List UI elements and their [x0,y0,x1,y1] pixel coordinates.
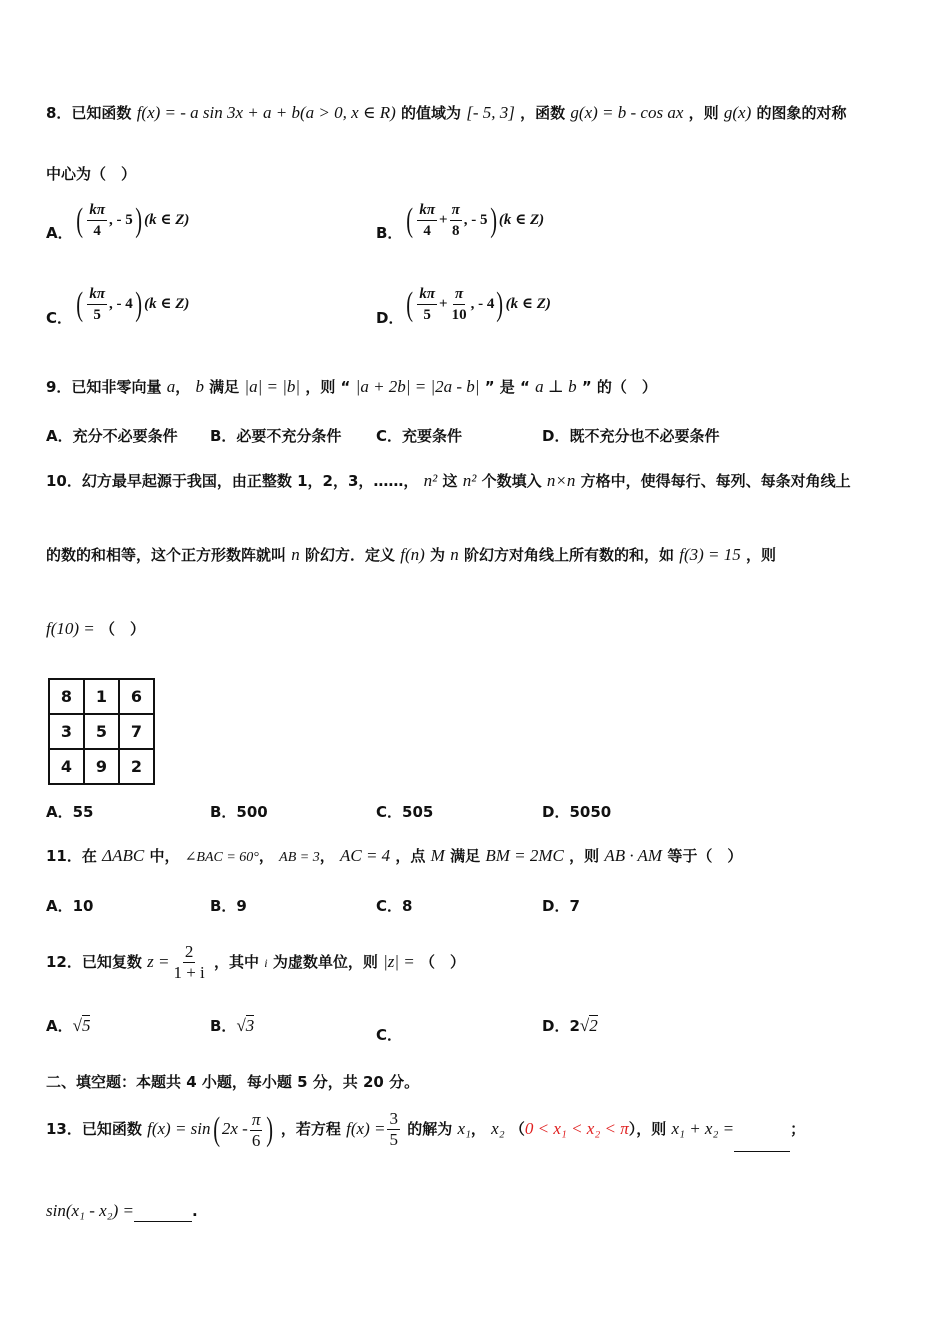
q8-option-b-label[interactable]: B． [376,224,403,242]
magic-cell: 1 [84,679,119,714]
option-label: D．2 [542,1017,580,1035]
magic-cell: 4 [49,749,84,784]
frac-den: 1 + i [173,963,205,982]
question-9-number: 9．已知非零向量 [46,378,162,396]
n-var: n [450,545,459,564]
sqrt-symbol: √ [72,1016,82,1035]
frac-num: π [453,284,465,305]
q8-text: ，则 [688,104,719,122]
question-13-line-2 [46,1200,910,1222]
sqrt-symbol: √ [236,1016,246,1035]
frac-num: 3 [389,1109,398,1128]
q9-option-a[interactable]: A．充分不必要条件 [46,427,178,445]
option-cond: (k ∈ Z) [505,295,551,312]
frac-num: π [251,1109,261,1129]
option-rest: , - 5 [463,211,488,228]
q9-option-b[interactable]: B．必要不充分条件 [210,427,342,445]
question-11-line [46,845,910,869]
f-of-10: f(10) = [46,619,95,638]
q9-text: ” 是 “ [484,378,530,396]
q13-arg: 2x - [221,1119,248,1138]
q9-option-d[interactable]: D．既不充分也不必要条件 [542,427,720,445]
q8-option-a-label[interactable]: A． [46,224,73,242]
q9-text: ” 的（ ） [581,378,657,396]
frac-den: 10 [451,307,467,323]
bm-condition: BM = 2MC [485,846,564,865]
angle: ∠BAC = 60° [184,850,259,865]
q10-text: ，则 [746,546,777,564]
q13-function: f(x) = sin [147,1119,211,1138]
sqrt-radicand: 5 [81,1016,91,1035]
f-of-3: f(3) = 15 [679,545,741,564]
q13-text: ，若方程 [280,1120,341,1138]
section-2-text: 二、填空题：本题共 4 小题，每小题 5 分，共 20 分。 [46,1073,420,1091]
q11-text: 满足 [450,847,481,865]
frac-den: 5 [93,307,101,323]
option-cond: (k ∈ Z) [144,295,190,312]
vector-a: a [166,377,176,396]
imag-unit: i [264,956,268,970]
vector-b: b [195,377,204,396]
sep: ， [319,847,335,865]
q10-text: （ ） [100,620,146,638]
magic-square [48,678,155,785]
question-9-line [46,376,910,398]
q11-text: ，点 [395,847,426,865]
q8-gx: g(x) [723,103,752,122]
question-13-line-1: 13．已知函数 f(x) = sin( 2x - $\frac{\pi}{6}$ ) ，若方程 f(x) = $\frac{3}{5}$ 的解为 x₁， x₂ （0 < x₁ < x₂ < π），则 x₁ + x₂ = ； [46,1106,910,1152]
n-squared: n² [462,471,477,490]
n-squared: n² [423,471,438,490]
question-10-line-2 [46,544,910,566]
z-equals: z = [147,952,170,971]
q9-condition-2: |a + 2b| = |2a - b| [355,377,480,396]
question-8-number: 8．已知函数 [46,104,132,122]
frac-num: kπ [417,200,437,221]
q9-condition-1: |a| = |b| [244,377,301,396]
sep: ， [258,847,274,865]
q10-text: 方格中，使得每行、每列、每条对角线上 [580,472,851,490]
option-cond: (k ∈ Z) [144,211,190,228]
question-12-number: 12．已知复数 [46,953,142,971]
x2: x₂ [491,1119,505,1138]
question-13-number: 13．已知函数 [46,1120,142,1138]
option-rest: , - 5 [109,211,133,228]
q12-option-d[interactable] [542,1015,598,1036]
q10-option-a[interactable]: A．55 [46,803,94,821]
q8-text: 的图象的对称 [756,104,847,122]
plus: + [439,295,448,312]
question-10-line-3 [46,618,910,640]
q10-option-d[interactable]: D．5050 [542,803,612,821]
magic-cell: 2 [119,749,154,784]
q13-text: ； [790,1120,806,1138]
q8-option-c[interactable]: ( $\frac{k\pi}{5}$ , - 4) (k ∈ Z) [76,285,190,323]
question-12-line [46,942,910,983]
triangle: ΔABC [102,846,145,865]
x1: x₁ [457,1119,471,1138]
q13-text: （ [509,1120,525,1138]
q13-sin-expr: sin(x₁ - x₂) = [46,1201,134,1220]
frac-num: kπ [87,284,107,305]
q10-text: 为 [430,546,446,564]
option-rest: , - 4 [109,295,133,312]
dot-product: AB · AM [604,846,663,865]
question-10-number: 10．幻方最早起源于我国，由正整数 1，2，3，……， [46,472,419,490]
question-11-number: 11．在 [46,847,97,865]
q13-text: 的解为 [407,1120,453,1138]
q13-fx: f(x) = [346,1119,386,1138]
q9-text: ，则 “ [305,378,351,396]
magic-cell: 6 [119,679,154,714]
q8-option-d-label[interactable]: D． [376,309,404,327]
q10-text: 的数的和相等，这个正方形数阵就叫 [46,546,287,564]
magic-cell: 8 [49,679,84,714]
q9-option-c[interactable]: C．充要条件 [376,427,463,445]
frac-den: 8 [451,223,460,239]
ac-length: AC = 4 [339,846,391,865]
frac-den: 6 [251,1130,261,1150]
q11-text: 中， [149,847,180,865]
n-var: n [291,545,300,564]
sqrt-radicand: 3 [245,1016,255,1035]
q11-option-d[interactable]: D．7 [542,897,580,915]
question-8-line-1 [46,102,910,124]
q10-text: 阶幻方．定义 [304,546,395,564]
q8-function-g: g(x) = b - cos ax [570,103,684,122]
frac-den: 4 [93,223,101,239]
q10-option-c[interactable]: C．505 [376,803,434,821]
q12-text: （ ） [420,953,466,971]
frac-num: π [450,200,462,221]
section-2-heading [46,1071,910,1093]
q8-text: 的值域为 [401,104,462,122]
option-label: B． [210,1017,237,1035]
question-10-line-1 [46,470,910,492]
q10-text: 阶幻方对角线上所有数的和，如 [464,546,675,564]
answer-blank-2[interactable] [134,1221,192,1222]
sep: ， [470,1120,486,1138]
q8-option-b[interactable]: ( $\frac{k\pi}{4}$ + $\frac{\pi}{8}$ , - 5) (k ∈ Z) [406,201,545,239]
point-m: M [430,846,445,865]
abs-z: |z| = [383,952,415,971]
q9-condition-3: a ⊥ b [535,377,577,396]
q10-text: 个数填入 [481,472,542,490]
q8-option-d[interactable]: ( $\frac{k\pi}{5}$ + $\frac{\pi}{10}$ , - 4) (k ∈ Z) [406,285,551,323]
q13-text: . [191,1202,198,1220]
q12-option-a[interactable] [46,1015,90,1036]
sqrt-symbol: √ [579,1016,590,1035]
q10-option-b[interactable]: B．500 [210,803,268,821]
q12-option-b[interactable] [210,1015,254,1036]
q12-option-c[interactable] [376,1024,402,1045]
question-8-line-2 [46,163,910,185]
q11-option-c[interactable]: C．8 [376,897,413,915]
magic-cell: 3 [49,714,84,749]
ab-length: AB = 3 [279,850,320,865]
answer-blank-1[interactable] [734,1151,790,1152]
magic-cell: 5 [84,714,119,749]
magic-cell: 9 [84,749,119,784]
q11-option-b[interactable]: B．9 [210,897,247,915]
n-by-n: n×n [546,471,576,490]
q13-sum: x₁ + x₂ = [671,1119,735,1138]
q11-option-a[interactable]: A．10 [46,897,94,915]
q8-text: ，函数 [520,104,566,122]
frac-den: 4 [423,223,431,239]
option-label: A． [46,1017,73,1035]
option-label: C． [376,1026,403,1044]
sep: ， [175,378,191,396]
frac-den: 5 [423,307,431,323]
frac-num: 2 [184,942,194,961]
magic-cell: 7 [119,714,154,749]
q11-text: 等于（ ） [667,847,743,865]
q13-text: ），则 [628,1120,667,1138]
frac-num: kπ [417,284,437,305]
q8-function-f: f(x) = - a sin 3x + a + b(a > 0, x ∈ R) [136,103,396,122]
q8-option-c-label[interactable]: C． [46,309,73,327]
q10-text: 这 [442,472,458,490]
q8-text: 中心为（ ） [46,165,137,183]
q8-option-a[interactable]: ( $\frac{k\pi}{4}$ , - 5) (k ∈ Z) [76,201,190,239]
q8-range: [- 5, 3] [466,103,515,122]
q12-text: ，其中 [214,953,260,971]
frac-num: kπ [87,200,107,221]
option-cond: (k ∈ Z) [498,211,545,228]
sqrt-radicand: 2 [589,1016,598,1035]
plus: + [439,211,448,228]
q12-text: 为虚数单位，则 [272,953,378,971]
q13-condition: 0 < x₁ < x₂ < π [524,1119,629,1138]
q11-text: ，则 [569,847,600,865]
frac-den: 5 [389,1130,398,1149]
q9-text: 满足 [209,378,240,396]
option-rest: , - 4 [470,295,495,312]
f-of-n: f(n) [400,545,425,564]
